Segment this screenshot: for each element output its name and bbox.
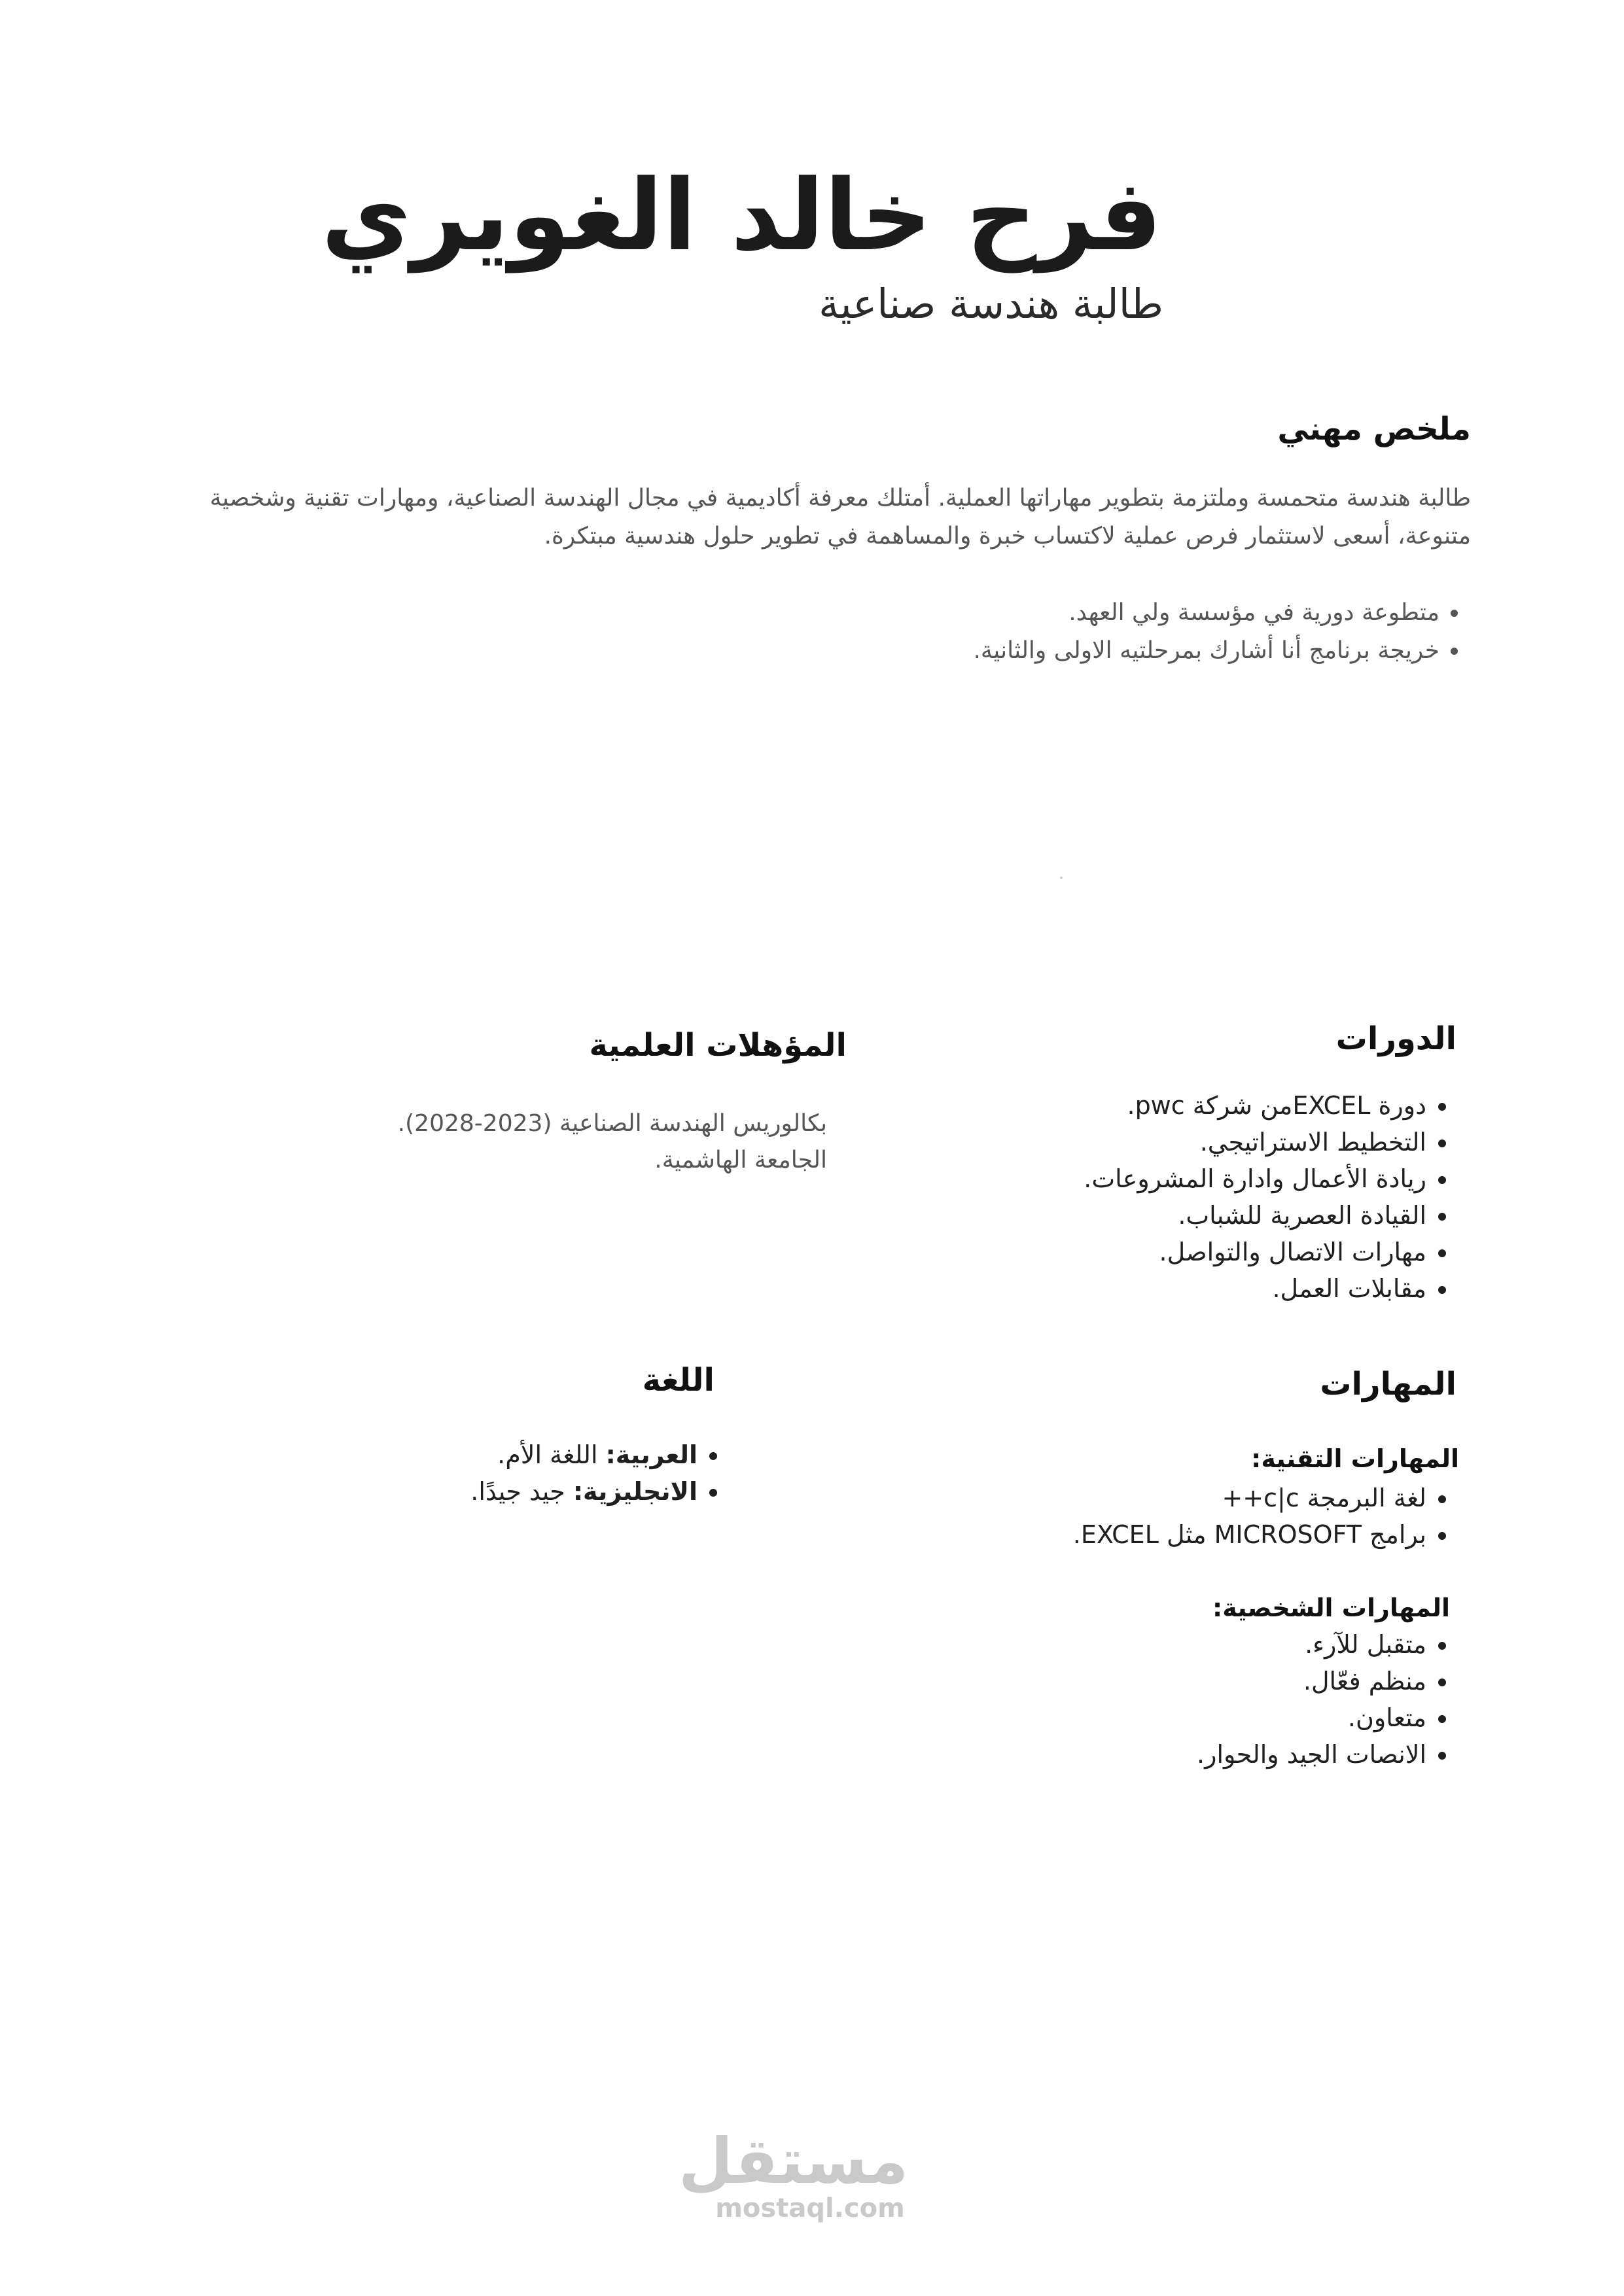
- list-item: [470, 1473, 697, 1510]
- skills-heading: المهارات: [1320, 1366, 1456, 1402]
- candidate-title: طالبة هندسة صناعية: [819, 280, 1163, 328]
- qualifications-text: [398, 1105, 827, 1179]
- list-item: • لغة البرمجة c|c++: [1073, 1480, 1426, 1516]
- technical-skills-heading: المهارات التقنية:: [1251, 1444, 1459, 1473]
- language-name: العربية:: [605, 1440, 697, 1469]
- university-line: الجامعة الهاشمية.: [654, 1147, 827, 1174]
- list-item: • القيادة العصرية للشباب.: [1084, 1197, 1426, 1234]
- candidate-name: فرح خالد الغويري: [321, 159, 1162, 273]
- list-item: • متطوعة دورية في مؤسسة ولي العهد.: [973, 594, 1439, 632]
- technical-skills-list: [1073, 1480, 1460, 1553]
- list-item: • منظم فعّال.: [1197, 1663, 1426, 1699]
- list-item: • مقابلات العمل.: [1084, 1270, 1426, 1307]
- languages-list: [470, 1436, 732, 1510]
- list-item: • التخطيط الاستراتيجي.: [1084, 1124, 1426, 1160]
- personal-skills-list: [1197, 1626, 1460, 1773]
- watermark-text: مستقل: [678, 2125, 908, 2198]
- list-item: • ريادة الأعمال وادارة المشروعات.: [1084, 1160, 1426, 1197]
- language-level: اللغة الأم.: [497, 1440, 606, 1469]
- list-item: • دورة EXCELمن شركة pwc.: [1084, 1087, 1426, 1124]
- watermark-url: mostaql.com: [715, 2193, 905, 2223]
- languages-heading: اللغة: [642, 1362, 715, 1399]
- list-item: • مهارات الاتصال والتواصل.: [1084, 1234, 1426, 1270]
- watermark-logo: [678, 2125, 908, 2224]
- decorative-dot: [1060, 877, 1063, 879]
- qualifications-heading: المؤهلات العلمية: [589, 1027, 847, 1064]
- courses-list: [1084, 1087, 1460, 1307]
- language-name: الانجليزية:: [573, 1477, 697, 1506]
- summary-heading: ملخص مهني: [1277, 411, 1471, 447]
- list-item: • متقبل للآرء.: [1197, 1626, 1426, 1663]
- personal-skills-heading: المهارات الشخصية:: [1212, 1593, 1450, 1622]
- summary-paragraph: طالبة هندسة متحمسة وملتزمة بتطوير مهاراتها العملية. أمتلك معرفة أكاديمية في مجال الهندسة الصناعية، ومهارات تقنية وشخصية متنوعة، أسعى لاستثمار فرص عملية لاكتساب خبرة والمساهمة في تطوير حلول هندسية مبتكرة.: [209, 485, 1471, 549]
- list-item: [470, 1436, 697, 1473]
- summary-list: [973, 594, 1474, 670]
- courses-heading: الدورات: [1335, 1020, 1456, 1057]
- degree-line: بكالوريس الهندسة الصناعية (2023-2028).: [397, 1110, 827, 1137]
- language-level: جيد جيدًا.: [470, 1477, 573, 1506]
- list-item: • الانصات الجيد والحوار.: [1197, 1736, 1426, 1773]
- list-item: • متعاون.: [1197, 1699, 1426, 1736]
- list-item: • برامج MICROSOFT مثل EXCEL.: [1073, 1516, 1426, 1553]
- list-item: • خريجة برنامج أنا أشارك بمرحلتيه الاولى والثانية.: [973, 632, 1439, 670]
